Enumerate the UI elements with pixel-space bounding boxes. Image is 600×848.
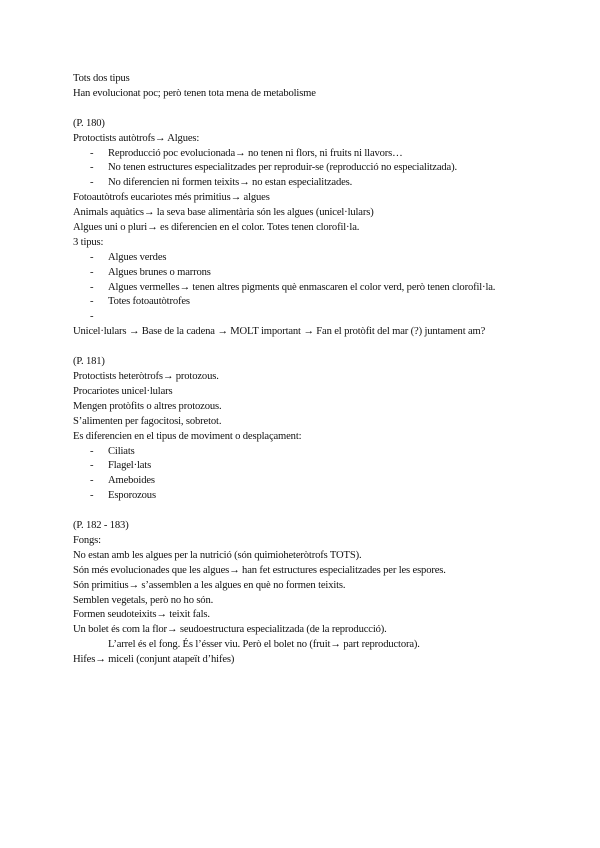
intro-line: Tots dos tipus bbox=[73, 73, 130, 84]
list-item bbox=[73, 310, 553, 325]
list-item bbox=[73, 266, 553, 281]
document-page bbox=[73, 72, 553, 668]
list-item-text: Algues brunes o marrons bbox=[108, 266, 211, 278]
bullet-dash: - bbox=[90, 475, 94, 487]
list-item bbox=[73, 459, 553, 474]
text-line: Formen seudoteixits→ teixit fals. bbox=[73, 609, 210, 621]
spacer bbox=[73, 102, 553, 117]
list-item-text: Flagel·lats bbox=[108, 460, 152, 472]
list-item bbox=[73, 161, 553, 176]
text-line: Unicel·lulars → Base de la cadena → MOLT important → Fan el protòfit del mar (?) juntament am? bbox=[73, 326, 486, 338]
text-line: No estan amb les algues per la nutrició (són quimioheteròtrofs TOTS). bbox=[73, 549, 362, 561]
text-line: Fongs: bbox=[73, 534, 101, 546]
list-item bbox=[73, 474, 553, 489]
section-ref: (P. 181) bbox=[73, 356, 105, 368]
text-line: Un bolet és com la flor→ seudoestructura especialitzada (de la reproducció). bbox=[73, 624, 387, 636]
bullet-dash: - bbox=[90, 147, 94, 159]
text-line: Són més evolucionades que les algues→ han fet estructures especialitzades per les espores. bbox=[73, 564, 446, 576]
list-item-text: Reproducció poc evolucionada→ no tenen ni flors, ni fruits ni llavors… bbox=[108, 147, 403, 159]
section-ref: (P. 182 - 183) bbox=[73, 520, 129, 532]
bullet-dash: - bbox=[90, 490, 94, 502]
text-line: Es diferencien en el tipus de moviment o desplaçament: bbox=[73, 430, 302, 442]
list-item bbox=[73, 176, 553, 191]
spacer bbox=[73, 504, 553, 519]
text-line: Fotoautòtrofs eucariotes més primitius→ algues bbox=[73, 192, 270, 204]
list-item-text: Ameboides bbox=[108, 475, 155, 487]
bullet-dash: - bbox=[90, 251, 94, 263]
bullet-dash: - bbox=[90, 460, 94, 472]
list-item-text: Algues verdes bbox=[108, 251, 167, 263]
bullet-dash: - bbox=[90, 266, 94, 278]
spacer bbox=[73, 340, 553, 355]
list-item-text: No diferencien ni formen teixits→ no estan especialitzades. bbox=[108, 177, 353, 189]
list-item-text: Esporozous bbox=[108, 490, 156, 502]
list-item bbox=[73, 251, 553, 266]
list-item-text: Totes fotoautòtrofes bbox=[108, 296, 190, 308]
text-line: 3 tipus: bbox=[73, 236, 104, 248]
list-item-text: Ciliats bbox=[108, 445, 135, 457]
list-item bbox=[73, 281, 508, 296]
list-item bbox=[73, 445, 553, 460]
list-item bbox=[73, 295, 553, 310]
bullet-dash: - bbox=[90, 177, 94, 189]
text-line: Procariotes unicel·lulars bbox=[73, 385, 173, 397]
text-line: Són primitius→ s’assemblen a les algues en què no formen teixits. bbox=[73, 579, 346, 591]
list-item bbox=[73, 489, 553, 504]
text-line: Semblen vegetals, però no ho són. bbox=[73, 594, 214, 606]
text-line: S’alimenten per fagocitosi, sobretot. bbox=[73, 415, 222, 427]
list-item bbox=[73, 147, 553, 162]
text-line: Mengen protòfits o altres protozous. bbox=[73, 400, 222, 412]
bullet-dash: - bbox=[90, 445, 94, 457]
bullet-dash: - bbox=[90, 162, 94, 174]
text-line: Algues uni o pluri→ es diferencien en el color. Totes tenen clorofil·la. bbox=[73, 222, 360, 234]
list-item-text: No tenen estructures especialitzades per reproduir-se (reproducció no especialitzada). bbox=[108, 162, 457, 174]
text-line: Animals aquàtics→ la seva base alimentària són les algues (unicel·lulars) bbox=[73, 207, 374, 219]
text-line: Hifes→ miceli (conjunt atapeït d’hifes) bbox=[73, 654, 235, 666]
text-line: Protoctists heteròtrofs→ protozous. bbox=[73, 371, 219, 383]
bullet-dash: - bbox=[90, 296, 94, 308]
section-ref: (P. 180) bbox=[73, 117, 105, 129]
list-item-text: Algues vermelles→ tenen altres pigments què enmascaren el color verd, però tenen clorofil·la. bbox=[108, 281, 496, 293]
intro-line: Han evolucionat poc; però tenen tota mena de metabolisme bbox=[73, 87, 316, 99]
indented-line: L’arrel és el fong. És l’ésser viu. Però el bolet no (fruit→ part reproductora). bbox=[108, 639, 420, 651]
section-heading: Protoctists autòtrofs→ Algues: bbox=[73, 132, 200, 144]
bullet-dash: - bbox=[90, 281, 94, 293]
bullet-dash: - bbox=[90, 311, 94, 323]
